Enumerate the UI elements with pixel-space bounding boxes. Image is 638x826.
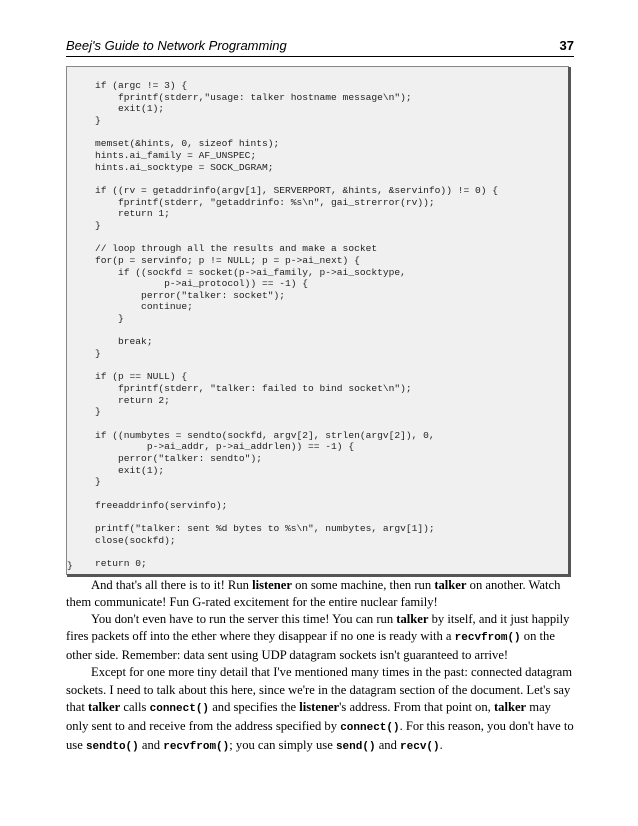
book-title: Beej's Guide to Network Programming	[66, 38, 287, 53]
text-run: and	[138, 737, 164, 752]
text-run: and specifies the	[209, 699, 300, 714]
code-block	[95, 80, 498, 570]
text-run: You don't even have to run the server this time! You can run	[91, 612, 397, 627]
code-line: continue;	[95, 301, 193, 313]
code-line: if ((sockfd = socket(p->ai_family, p->ai_socktype,	[95, 266, 406, 278]
function-name: sendto()	[85, 740, 139, 753]
function-name: send()	[335, 740, 376, 753]
code-line: }	[95, 406, 101, 418]
paragraph	[66, 577, 574, 611]
code-listing	[66, 66, 569, 575]
code-line: exit(1);	[95, 103, 165, 115]
program-name: listener	[299, 699, 340, 714]
code-line: printf("talker: sent %d bytes to %s\n", numbytes, argv[1]);	[95, 522, 435, 534]
paragraph	[66, 611, 574, 664]
text-run: ; you can simply use	[229, 737, 336, 752]
code-line: fprintf(stderr,"usage: talker hostname message\n");	[95, 91, 412, 103]
program-name: talker	[493, 699, 527, 714]
code-line: }	[95, 313, 124, 325]
text-run: on the other side. Remember: data sent using UDP datagram sockets isn't guaranteed to arrive!	[66, 629, 555, 663]
text-run: . For this reason, you don't have to use	[66, 718, 574, 752]
text-run: .	[439, 737, 443, 752]
program-name: talker	[88, 699, 121, 714]
body-text	[66, 577, 574, 756]
code-line: close(sockfd);	[95, 534, 176, 546]
function-name: connect()	[340, 721, 400, 734]
code-line: }	[95, 476, 101, 488]
code-line: fprintf(stderr, "getaddrinfo: %s\n", gai_strerror(rv));	[95, 196, 435, 208]
text-run: 's address. From that point on,	[339, 699, 494, 714]
program-name: talker	[396, 612, 429, 627]
code-line: if ((numbytes = sendto(sockfd, argv[2], strlen(argv[2]), 0,	[95, 429, 435, 441]
function-name: recv()	[400, 740, 440, 753]
page-header	[66, 38, 574, 57]
code-line: perror("talker: socket");	[95, 289, 285, 301]
code-line: }	[95, 219, 101, 231]
code-line: break;	[95, 336, 153, 348]
code-line: for(p = servinfo; p != NULL; p = p->ai_next) {	[95, 254, 360, 266]
paragraph	[66, 664, 574, 755]
code-line: memset(&hints, 0, sizeof hints);	[95, 138, 280, 150]
code-closing-brace: }	[67, 560, 73, 571]
text-run: on another. Watch them communicate! Fun G-rated excitement for the entire nuclear family!	[66, 578, 561, 610]
text-run: and	[375, 737, 401, 752]
code-box-shadow-right	[568, 67, 571, 577]
code-line: hints.ai_socktype = SOCK_DGRAM;	[95, 161, 274, 173]
program-name: talker	[434, 578, 467, 592]
text-run: calls	[120, 699, 150, 714]
code-line: perror("talker: sendto");	[95, 453, 262, 464]
page-number: 37	[559, 38, 574, 53]
code-line: if (p == NULL) {	[95, 371, 188, 383]
program-name: listener	[252, 578, 292, 592]
text-run: Except for one more tiny detail that I've mentioned many times in the past: connected datagram sockets. I need to talk about this here, since we're in the datagram section of the document. Let's say that	[66, 665, 573, 714]
code-line: p->ai_protocol)) == -1) {	[95, 278, 309, 290]
text-run: on some machine, then run	[291, 578, 435, 592]
code-line: if (argc != 3) {	[95, 80, 188, 91]
code-line: // loop through all the results and make a socket	[95, 243, 378, 255]
code-line: fprintf(stderr, "talker: failed to bind socket\n");	[95, 383, 412, 395]
function-name: recvfrom()	[163, 740, 230, 753]
code-line: return 1;	[95, 208, 170, 220]
code-line: p->ai_addr, p->ai_addrlen)) == -1) {	[95, 441, 355, 453]
code-line: }	[95, 348, 101, 360]
code-line: if ((rv = getaddrinfo(argv[1], SERVERPORT, &hints, &servinfo)) != 0) {	[95, 184, 499, 196]
code-line: hints.ai_family = AF_UNSPEC;	[95, 149, 257, 161]
code-line: }	[95, 114, 101, 126]
function-name: recvfrom()	[454, 632, 521, 645]
function-name: connect()	[149, 702, 210, 715]
code-line: freeaddrinfo(servinfo);	[95, 499, 228, 511]
text-run: by itself, and it just happily fires packets off into the ether where they disappear if no one is ready with a	[66, 612, 570, 644]
code-line: return 0;	[95, 557, 147, 569]
text-run: And that's all there is to it! Run	[91, 578, 253, 592]
code-line: exit(1);	[95, 464, 165, 476]
code-line: return 2;	[95, 394, 170, 406]
text-run: may only sent to and receive from the address specified by	[66, 699, 551, 733]
